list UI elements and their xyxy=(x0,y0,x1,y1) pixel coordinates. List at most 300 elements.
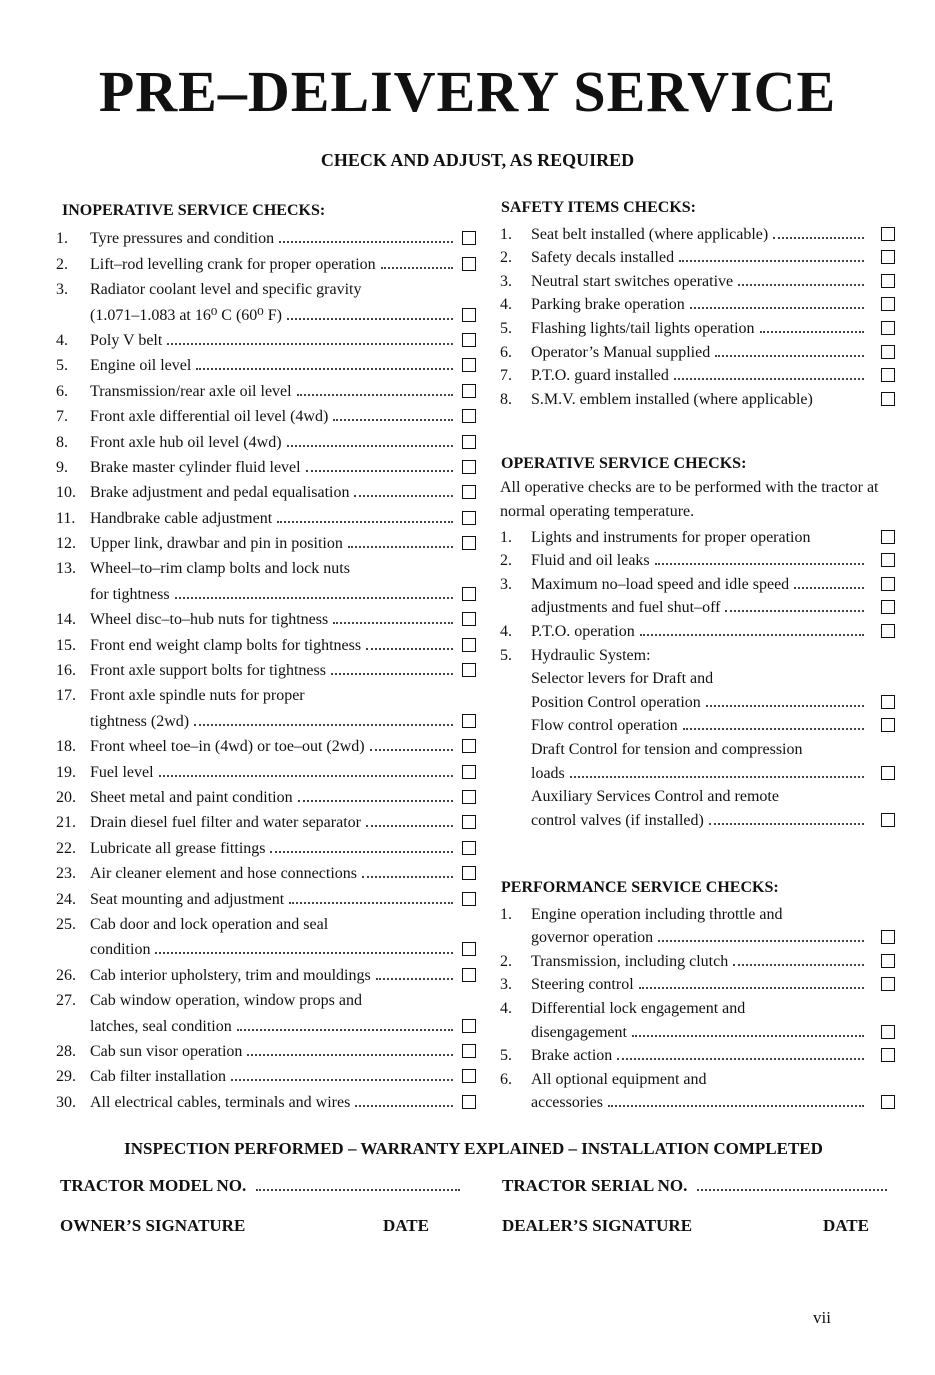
item-text-wrap xyxy=(531,249,867,267)
section-heading: SAFETY ITEMS CHECKS: xyxy=(501,199,696,216)
item-label: Parking brake operation xyxy=(531,296,685,314)
item-label: Fluid and oil leaks xyxy=(531,552,650,570)
item-text-wrap xyxy=(531,576,867,594)
checklist-item xyxy=(56,731,476,756)
item-number: 5. xyxy=(500,319,512,337)
item-text-wrap xyxy=(531,367,867,385)
checklist-item xyxy=(56,299,476,324)
item-text-wrap xyxy=(531,1000,867,1018)
checkbox[interactable] xyxy=(462,1044,476,1058)
item-label: Neutral start switches operative xyxy=(531,272,734,290)
dot-leader xyxy=(794,587,864,589)
item-label: Selector levers for Draft and xyxy=(531,670,714,688)
item-number: 2. xyxy=(500,552,512,570)
checklist-item xyxy=(500,994,895,1018)
dot-leader xyxy=(366,825,453,827)
item-number: 1. xyxy=(500,225,512,243)
checkbox[interactable] xyxy=(462,460,476,474)
item-text-wrap xyxy=(531,906,867,924)
tractor-model-field[interactable] xyxy=(60,1176,460,1196)
checklist-item xyxy=(56,502,476,527)
item-number: 12. xyxy=(56,535,76,553)
item-label: adjustments and fuel shut–off xyxy=(531,599,721,617)
item-number: 22. xyxy=(56,839,76,857)
checkbox[interactable] xyxy=(881,274,895,288)
item-number: 26. xyxy=(56,966,76,984)
checklist-item xyxy=(500,617,895,641)
item-text-wrap xyxy=(90,357,456,375)
item-text-wrap xyxy=(90,713,456,731)
performance-section xyxy=(500,876,895,1112)
checkbox[interactable] xyxy=(462,358,476,372)
checkbox[interactable] xyxy=(462,231,476,245)
item-label: loads xyxy=(531,764,565,782)
item-label: P.T.O. guard installed xyxy=(531,367,669,385)
checklist-item xyxy=(56,655,476,680)
checkbox[interactable] xyxy=(881,392,895,406)
section-heading: PERFORMANCE SERVICE CHECKS: xyxy=(501,879,779,896)
dot-leader xyxy=(366,648,453,650)
item-text-wrap xyxy=(531,976,867,994)
item-text-wrap xyxy=(90,383,456,401)
checklist-item xyxy=(56,756,476,781)
checklist-item xyxy=(500,338,895,362)
item-text-wrap xyxy=(531,953,867,971)
section-heading: INOPERATIVE SERVICE CHECKS: xyxy=(62,202,326,219)
dot-leader xyxy=(155,952,453,954)
item-text-wrap xyxy=(90,637,456,655)
item-number: 1. xyxy=(500,528,512,546)
item-text-wrap xyxy=(90,560,456,578)
item-number: 5. xyxy=(56,357,68,375)
checklist-item xyxy=(56,680,476,705)
checkbox[interactable] xyxy=(881,553,895,567)
checklist-item xyxy=(56,426,476,451)
checklist-item xyxy=(500,314,895,338)
item-label: Tyre pressures and condition xyxy=(90,230,275,248)
checklist-item xyxy=(56,807,476,832)
item-label: S.M.V. emblem installed (where applicable) xyxy=(531,390,813,408)
item-number: 30. xyxy=(56,1093,76,1111)
dot-leader xyxy=(381,267,453,269)
item-text-wrap xyxy=(531,765,867,783)
checkbox[interactable] xyxy=(462,333,476,347)
checkbox[interactable] xyxy=(881,813,895,827)
item-text-wrap xyxy=(531,226,867,244)
item-label: accessories xyxy=(531,1094,603,1112)
item-text-wrap xyxy=(531,599,867,617)
checklist-item xyxy=(56,782,476,807)
dot-leader xyxy=(715,355,864,357)
checklist-item xyxy=(500,783,895,807)
dot-leader xyxy=(247,1054,453,1056)
item-label: for tightness xyxy=(90,585,170,603)
item-text-wrap xyxy=(90,459,456,477)
dot-leader xyxy=(354,495,453,497)
checkbox[interactable] xyxy=(881,1025,895,1039)
checkbox[interactable] xyxy=(462,739,476,753)
item-label: Hydraulic System: xyxy=(531,646,651,664)
checkbox[interactable] xyxy=(462,866,476,880)
item-number: 17. xyxy=(56,687,76,705)
checklist-item xyxy=(500,1089,895,1113)
owner-signature-label: OWNER’S SIGNATURE xyxy=(60,1216,246,1235)
item-label: Flashing lights/tail lights operation xyxy=(531,319,755,337)
item-text-wrap xyxy=(90,840,456,858)
checkbox[interactable] xyxy=(462,612,476,626)
item-label: Handbrake cable adjustment xyxy=(90,509,273,527)
dot-leader xyxy=(683,728,864,730)
item-text-wrap xyxy=(90,814,456,832)
item-label: Cab interior upholstery, trim and mouldings xyxy=(90,966,371,984)
item-label: Lubricate all grease fittings xyxy=(90,839,266,857)
dot-leader xyxy=(608,1105,864,1107)
checkbox[interactable] xyxy=(462,384,476,398)
item-number: 23. xyxy=(56,865,76,883)
checklist-item xyxy=(56,350,476,375)
item-label: Seat mounting and adjustment xyxy=(90,890,285,908)
checkbox[interactable] xyxy=(881,977,895,991)
item-number: 1. xyxy=(56,230,68,248)
dot-leader xyxy=(725,610,864,612)
checklist-item xyxy=(500,971,895,995)
checkbox[interactable] xyxy=(881,321,895,335)
checkbox[interactable] xyxy=(462,435,476,449)
checklist-item xyxy=(56,629,476,654)
dot-leader xyxy=(632,1035,864,1037)
checkbox[interactable] xyxy=(881,930,895,944)
dot-leader xyxy=(570,776,864,778)
checklist-item xyxy=(56,578,476,603)
item-text-wrap xyxy=(90,941,456,959)
checkbox[interactable] xyxy=(462,511,476,525)
checklist-item xyxy=(500,712,895,736)
item-number: 4. xyxy=(500,999,512,1017)
checklist-item xyxy=(500,1042,895,1066)
checklist-item xyxy=(56,1010,476,1035)
checkbox[interactable] xyxy=(462,1095,476,1109)
inspection-statement: INSPECTION PERFORMED – WARRANTY EXPLAINED – INSTALLATION COMPLETED xyxy=(124,1139,823,1158)
checklist-item xyxy=(500,220,895,244)
checkbox[interactable] xyxy=(462,714,476,728)
item-text-wrap xyxy=(90,510,456,528)
safety-section xyxy=(500,196,895,409)
dot-leader xyxy=(159,775,453,777)
item-text-wrap xyxy=(531,344,867,362)
checkbox[interactable] xyxy=(462,815,476,829)
item-text-wrap xyxy=(531,694,867,712)
item-number: 16. xyxy=(56,662,76,680)
checklist-item xyxy=(500,900,895,924)
item-label: Cab door and lock operation and seal xyxy=(90,915,329,933)
item-text-wrap xyxy=(90,434,456,452)
item-label: Air cleaner element and hose connections xyxy=(90,865,357,883)
checklist-item xyxy=(56,375,476,400)
dot-leader xyxy=(287,318,453,320)
item-number: 4. xyxy=(500,296,512,314)
checklist-item xyxy=(500,947,895,971)
item-label: Engine operation including throttle and xyxy=(531,905,783,923)
dot-leader xyxy=(333,622,453,624)
checklist-item xyxy=(56,248,476,273)
checkbox[interactable] xyxy=(881,766,895,780)
checklist-item xyxy=(500,735,895,759)
checkbox[interactable] xyxy=(462,308,476,322)
dot-leader xyxy=(333,419,453,421)
checkbox[interactable] xyxy=(881,695,895,709)
item-label: Operator’s Manual supplied xyxy=(531,343,711,361)
checkbox[interactable] xyxy=(881,345,895,359)
checkbox[interactable] xyxy=(462,1019,476,1033)
checkbox[interactable] xyxy=(881,297,895,311)
item-text-wrap xyxy=(531,647,867,665)
item-number: 29. xyxy=(56,1068,76,1086)
item-number: 24. xyxy=(56,890,76,908)
item-number: 9. xyxy=(56,458,68,476)
dot-leader xyxy=(355,1105,453,1107)
dot-leader xyxy=(237,1029,453,1031)
dot-leader xyxy=(348,546,453,548)
item-text-wrap xyxy=(90,662,456,680)
checkbox[interactable] xyxy=(462,942,476,956)
item-label: Radiator coolant level and specific gravity xyxy=(90,281,362,299)
item-number: 2. xyxy=(500,249,512,267)
item-text-wrap xyxy=(90,305,456,325)
tractor-model-label: TRACTOR MODEL NO. xyxy=(60,1176,247,1195)
item-text-wrap xyxy=(90,1068,456,1086)
dot-leader xyxy=(231,1079,453,1081)
item-text-wrap xyxy=(90,967,456,985)
checklist-item xyxy=(56,934,476,959)
checkbox[interactable] xyxy=(881,368,895,382)
item-text-wrap xyxy=(531,320,867,338)
item-label: control valves (if installed) xyxy=(531,811,704,829)
tractor-serial-field[interactable] xyxy=(502,1176,887,1196)
checkbox[interactable] xyxy=(462,638,476,652)
dot-leader xyxy=(306,470,453,472)
item-number: 3. xyxy=(500,575,512,593)
checklist-item xyxy=(56,223,476,248)
checklist-item xyxy=(56,477,476,502)
checklist-item xyxy=(56,883,476,908)
checklist xyxy=(56,223,476,1112)
item-label: P.T.O. operation xyxy=(531,622,635,640)
checkbox[interactable] xyxy=(881,530,895,544)
checklist-item xyxy=(56,452,476,477)
dot-leader xyxy=(270,851,453,853)
dot-leader xyxy=(289,902,453,904)
dot-leader xyxy=(773,237,864,239)
checkbox[interactable] xyxy=(881,954,895,968)
item-number: 6. xyxy=(500,1070,512,1088)
dot-leader xyxy=(640,634,864,636)
item-text-wrap xyxy=(90,1018,456,1036)
checklist-item xyxy=(500,806,895,830)
checklist xyxy=(500,220,895,409)
checklist-item xyxy=(56,985,476,1010)
operative-section xyxy=(500,452,895,830)
checkbox[interactable] xyxy=(881,600,895,614)
checkbox[interactable] xyxy=(881,577,895,591)
checkbox[interactable] xyxy=(881,1095,895,1109)
checkbox[interactable] xyxy=(462,841,476,855)
dot-leader xyxy=(331,673,453,675)
item-text-wrap xyxy=(90,535,456,553)
item-label: Cab window operation, window props and xyxy=(90,992,362,1010)
item-label: Front end weight clamp bolts for tightness xyxy=(90,636,362,654)
checkbox[interactable] xyxy=(881,1048,895,1062)
item-number: 7. xyxy=(56,408,68,426)
item-number: 3. xyxy=(500,976,512,994)
owner-date-label: DATE xyxy=(383,1216,429,1235)
item-text-wrap xyxy=(531,552,867,570)
item-label: Fuel level xyxy=(90,763,154,781)
checklist-item xyxy=(500,385,895,409)
dealer-date-label: DATE xyxy=(823,1216,869,1235)
item-label: Front axle hub oil level (4wd) xyxy=(90,433,282,451)
checklist-item xyxy=(56,1036,476,1061)
item-text-wrap xyxy=(531,1094,867,1112)
item-label: Wheel disc–to–hub nuts for tightness xyxy=(90,611,329,629)
item-number: 4. xyxy=(500,622,512,640)
dot-leader xyxy=(370,749,453,751)
item-text-wrap xyxy=(90,1094,456,1112)
section-intro: All operative checks are to be performed with the tractor at normal operating temperature. xyxy=(500,479,879,520)
item-number: 5. xyxy=(500,1047,512,1065)
item-text-wrap xyxy=(90,865,456,883)
item-number: 6. xyxy=(56,382,68,400)
item-label: Wheel–to–rim clamp bolts and lock nuts xyxy=(90,560,350,578)
checkbox[interactable] xyxy=(462,587,476,601)
dot-leader xyxy=(175,597,453,599)
item-text-wrap xyxy=(531,529,867,547)
checklist-item xyxy=(56,1061,476,1086)
item-label: Cab sun visor operation xyxy=(90,1042,243,1060)
checkbox[interactable] xyxy=(462,257,476,271)
item-label: Cab filter installation xyxy=(90,1068,226,1086)
checkbox[interactable] xyxy=(462,409,476,423)
dot-leader xyxy=(376,978,453,980)
dot-leader xyxy=(194,724,453,726)
item-number: 8. xyxy=(56,433,68,451)
item-number: 3. xyxy=(56,281,68,299)
checkbox[interactable] xyxy=(881,624,895,638)
checkbox[interactable] xyxy=(462,536,476,550)
item-label: Seat belt installed (where applicable) xyxy=(531,225,769,243)
item-number: 25. xyxy=(56,915,76,933)
checkbox[interactable] xyxy=(462,968,476,982)
checkbox[interactable] xyxy=(462,892,476,906)
item-text-wrap xyxy=(531,296,867,314)
dot-leader xyxy=(196,368,453,370)
item-text-wrap xyxy=(90,916,456,934)
tractor-model-blank[interactable] xyxy=(256,1189,460,1191)
item-label: Front axle support bolts for tightness xyxy=(90,662,326,680)
item-number: 14. xyxy=(56,611,76,629)
item-label: Flow control operation xyxy=(531,717,678,735)
checklist-item xyxy=(500,688,895,712)
item-text-wrap xyxy=(90,687,456,705)
checkbox[interactable] xyxy=(881,250,895,264)
item-number: 28. xyxy=(56,1042,76,1060)
item-label: condition xyxy=(90,941,151,959)
item-label: Poly V belt xyxy=(90,331,163,349)
dot-leader xyxy=(738,284,864,286)
tractor-serial-blank[interactable] xyxy=(697,1189,887,1191)
checklist-item xyxy=(56,705,476,730)
checklist-item xyxy=(56,1086,476,1111)
item-text-wrap xyxy=(90,992,456,1010)
checkbox[interactable] xyxy=(462,790,476,804)
dot-leader xyxy=(287,445,453,447)
dot-leader xyxy=(690,307,864,309)
item-text-wrap xyxy=(531,670,867,688)
dealer-signature-label: DEALER’S SIGNATURE xyxy=(502,1216,693,1235)
item-number: 15. xyxy=(56,636,76,654)
item-number: 18. xyxy=(56,738,76,756)
checklist-item xyxy=(56,832,476,857)
checklist-item xyxy=(500,244,895,268)
item-label: Auxiliary Services Control and remote xyxy=(531,788,779,806)
dot-leader xyxy=(679,260,864,262)
tractor-serial-label: TRACTOR SERIAL NO. xyxy=(502,1176,688,1195)
checkbox[interactable] xyxy=(462,663,476,677)
item-text-wrap xyxy=(90,281,456,299)
item-number: 7. xyxy=(500,367,512,385)
checklist-item xyxy=(500,291,895,315)
item-label: Sheet metal and paint condition xyxy=(90,788,293,806)
dot-leader xyxy=(298,800,453,802)
item-number: 8. xyxy=(500,390,512,408)
item-label: Transmission/rear axle oil level xyxy=(90,382,292,400)
checkbox[interactable] xyxy=(462,485,476,499)
item-text-wrap xyxy=(90,891,456,909)
item-label: Brake adjustment and pedal equalisation xyxy=(90,484,350,502)
checklist-item xyxy=(500,665,895,689)
item-number: 1. xyxy=(500,905,512,923)
page-number: vii xyxy=(813,1308,831,1327)
checklist xyxy=(500,900,895,1112)
checklist-item xyxy=(56,553,476,578)
checkbox[interactable] xyxy=(881,227,895,241)
item-label: Front wheel toe–in (4wd) or toe–out (2wd) xyxy=(90,738,365,756)
item-text-wrap xyxy=(531,812,867,830)
item-label: governor operation xyxy=(531,929,654,947)
dot-leader xyxy=(709,823,864,825)
item-text-wrap xyxy=(531,273,867,291)
item-number: 19. xyxy=(56,763,76,781)
item-label: Differential lock engagement and xyxy=(531,999,746,1017)
dot-leader xyxy=(297,394,453,396)
checkbox[interactable] xyxy=(881,718,895,732)
checkbox[interactable] xyxy=(462,1069,476,1083)
checklist-item xyxy=(56,909,476,934)
item-text-wrap xyxy=(531,741,867,759)
item-label: Position Control operation xyxy=(531,693,701,711)
checklist-item xyxy=(56,959,476,984)
item-text-wrap xyxy=(90,789,456,807)
item-label: Upper link, drawbar and pin in position xyxy=(90,535,343,553)
item-label: Drain diesel fuel filter and water separator xyxy=(90,814,361,832)
dot-leader xyxy=(655,563,864,565)
checklist-item xyxy=(500,570,895,594)
checkbox[interactable] xyxy=(462,765,476,779)
dot-leader xyxy=(760,331,864,333)
checklist-item xyxy=(500,594,895,618)
item-text-wrap xyxy=(90,611,456,629)
checklist-item xyxy=(500,1018,895,1042)
item-number: 3. xyxy=(500,272,512,290)
